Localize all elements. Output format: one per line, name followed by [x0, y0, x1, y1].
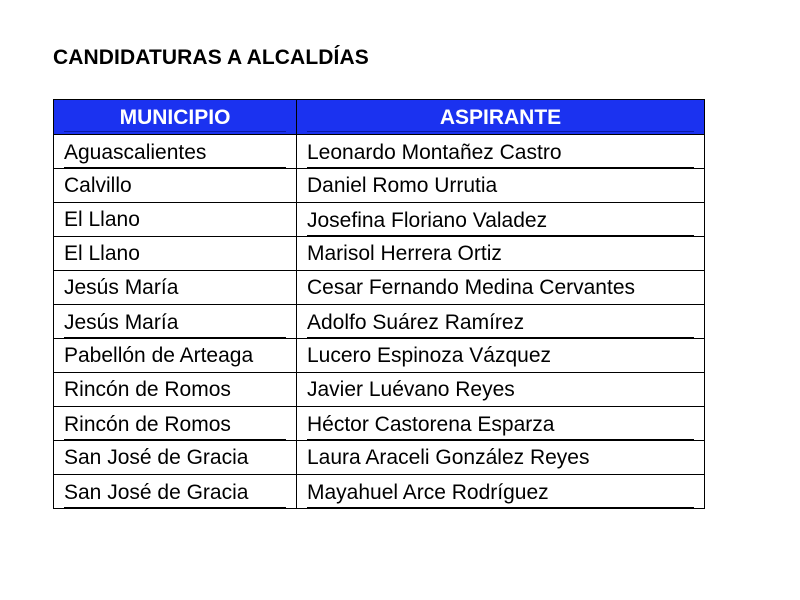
- aspirante-cell: [297, 237, 705, 271]
- table-row: [54, 237, 705, 271]
- aspirante-cell: [297, 339, 705, 373]
- municipio-cell: [54, 203, 297, 237]
- municipio-cell: [54, 169, 297, 203]
- municipio-text: Jesús María: [64, 310, 286, 338]
- municipio-text: El Llano: [64, 241, 140, 265]
- aspirante-text: Adolfo Suárez Ramírez: [307, 310, 694, 338]
- table-row: [54, 271, 705, 305]
- municipio-cell: [54, 271, 297, 305]
- table-row: [54, 373, 705, 407]
- municipio-text: Rincón de Romos: [64, 412, 286, 440]
- table-row: [54, 407, 705, 441]
- municipio-cell: [54, 475, 297, 509]
- aspirante-text: Héctor Castorena Esparza: [307, 412, 694, 440]
- municipio-text: San José de Gracia: [64, 445, 249, 469]
- aspirante-cell: [297, 203, 705, 237]
- candidates-table: [53, 99, 705, 509]
- aspirante-cell: [297, 373, 705, 407]
- aspirante-cell: [297, 169, 705, 203]
- table-row: [54, 441, 705, 475]
- municipio-cell: [54, 305, 297, 339]
- aspirante-cell: [297, 271, 705, 305]
- table-row: [54, 475, 705, 509]
- municipio-text: El Llano: [64, 207, 140, 231]
- aspirante-text: Cesar Fernando Medina Cervantes: [307, 275, 636, 299]
- aspirante-cell: [297, 475, 705, 509]
- municipio-text: Jesús María: [64, 275, 179, 299]
- aspirante-cell: [297, 407, 705, 441]
- municipio-text: Calvillo: [64, 173, 132, 197]
- page-title: CANDIDATURAS A ALCALDÍAS: [53, 46, 369, 69]
- column-header-label: ASPIRANTE: [307, 105, 694, 132]
- table-header-row: [54, 100, 705, 135]
- aspirante-text: Josefina Floriano Valadez: [307, 208, 694, 236]
- aspirante-text: Leonardo Montañez Castro: [307, 140, 694, 168]
- aspirante-cell: [297, 305, 705, 339]
- aspirante-text: Lucero Espinoza Vázquez: [307, 343, 551, 367]
- aspirante-text: Mayahuel Arce Rodríguez: [307, 480, 694, 508]
- municipio-cell: [54, 373, 297, 407]
- table-row: [54, 203, 705, 237]
- table-row: [54, 135, 705, 169]
- aspirante-cell: [297, 441, 705, 475]
- municipio-text: Rincón de Romos: [64, 377, 231, 401]
- aspirante-text: Marisol Herrera Ortiz: [307, 241, 502, 265]
- municipio-cell: [54, 237, 297, 271]
- table-row: [54, 305, 705, 339]
- column-header-aspirante: [297, 100, 705, 135]
- municipio-cell: [54, 441, 297, 475]
- municipio-cell: [54, 407, 297, 441]
- column-header-municipio: [54, 100, 297, 135]
- aspirante-text: Daniel Romo Urrutia: [307, 173, 498, 197]
- aspirante-text: Laura Araceli González Reyes: [307, 445, 590, 469]
- municipio-text: San José de Gracia: [64, 480, 286, 508]
- table-row: [54, 169, 705, 203]
- municipio-cell: [54, 135, 297, 169]
- table-row: [54, 339, 705, 373]
- municipio-text: Aguascalientes: [64, 140, 286, 168]
- municipio-text: Pabellón de Arteaga: [64, 343, 254, 367]
- aspirante-cell: [297, 135, 705, 169]
- municipio-cell: [54, 339, 297, 373]
- aspirante-text: Javier Luévano Reyes: [307, 377, 515, 401]
- column-header-label: MUNICIPIO: [64, 105, 286, 132]
